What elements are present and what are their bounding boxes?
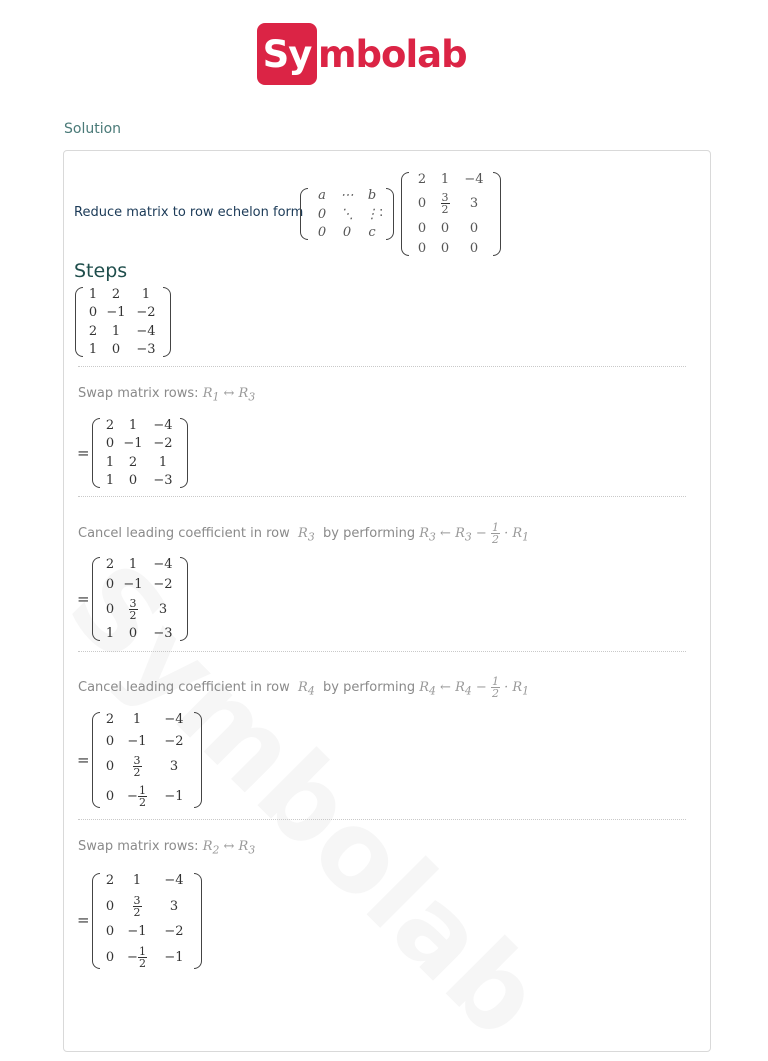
matrix-cell: 1 [88,341,98,357]
matrix-cell: 1 [128,557,138,572]
left-paren [92,712,100,808]
matrix-cell: 0 [342,225,352,240]
matrix-cell: 2 [88,323,98,339]
matrix-cell: 0 [105,924,115,940]
matrix-cell: 1 [158,454,168,470]
step-2-by: by performing [323,526,416,541]
step-divider [78,651,686,652]
matrix-cell: −4 [153,557,173,572]
matrix-cell: 1 [440,172,450,187]
matrix-cell: 1 [132,712,142,727]
steps-heading: Steps [74,260,128,282]
matrix-cell: −3 [153,472,173,488]
step-3-by: by performing [323,680,416,695]
left-paren [401,172,409,256]
right-paren [180,557,188,641]
matrix-cell: 2 [128,454,138,470]
matrix-cell: 3 [469,196,479,212]
matrix-cell: 0 [111,341,121,357]
matrix-cell: 0 [417,220,427,236]
matrix-cell: 0 [105,577,115,593]
matrix-cell: −1 [123,436,143,452]
matrix-cell: 0 [105,759,115,775]
matrix-cell: 1 [128,418,138,433]
logo-mark: Sy [257,23,317,85]
matrix-cell: −2 [164,924,184,940]
step-3-text: Cancel leading coefficient in row [78,680,290,695]
matrix-cell: −4 [164,873,184,888]
step-2-row: $R_3$ [293,526,315,544]
equals-sign: = [77,444,90,462]
matrix-cell: −1 [106,305,126,321]
logo-wordmark: mbolab [318,32,467,76]
initial-matrix [75,287,171,357]
matrix-cell: 2 [105,557,115,572]
matrix-cell: 0 [105,601,115,617]
equals-sign: = [77,590,90,608]
step-3-row: $R_4$ [293,680,315,698]
left-paren [300,188,308,240]
matrix-cell: −1 [127,733,147,749]
solution-heading: Solution [64,121,122,137]
matrix-cell: 0 [469,220,479,236]
step-2-text: Cancel leading coefficient in row [78,526,290,541]
problem-statement: Reduce matrix to row echelon form [74,205,304,220]
matrix-cell: 1 [105,454,115,470]
matrix-cell: −3 [136,341,156,357]
matrix-cell: −4 [164,712,184,727]
step-3-matrix [92,712,202,808]
matrix-cell: −2 [164,733,184,749]
result-matrix [401,172,501,256]
left-paren [92,418,100,488]
matrix-cell: 1 [141,287,151,302]
matrix-cell: 0 [417,240,427,256]
matrix-cell: 0 [469,240,479,256]
left-paren [92,557,100,641]
matrix-cell: ⋯ [340,188,354,203]
problem-colon: : [379,205,384,220]
matrix-cell: −2 [153,577,173,593]
matrix-cell: − $\frac{1}{2}$ [127,944,146,970]
matrix-cell: −3 [153,625,173,641]
matrix-cell: 0 [105,788,115,804]
matrix-cell: 0 [317,206,327,222]
matrix-cell: −4 [136,323,156,339]
step-4-op: $R_2$ ↔ $R_3$ [202,839,256,857]
equals-sign: = [77,911,90,929]
right-paren [194,712,202,808]
matrix-cell: $\frac{3}{2}$ [129,596,137,622]
matrix-cell: ⋱ [340,206,354,222]
matrix-cell: 1 [111,323,121,339]
step-3-op: $R_4$ ← $R_4$ − $\frac{1}{2}$ · $R_1$ [419,675,530,700]
matrix-cell: 1 [105,625,115,641]
step-4-description [78,839,255,857]
matrix-cell: 2 [105,873,115,888]
equals-sign: = [77,751,90,769]
matrix-cell: −4 [153,418,173,433]
step-2-op: $R_3$ ← $R_3$ − $\frac{1}{2}$ · $R_1$ [419,521,530,546]
matrix-cell: 0 [317,225,327,240]
matrix-cell: 0 [440,240,450,256]
step-4-text: Swap matrix rows: [78,839,199,854]
matrix-cell: 2 [111,287,121,302]
matrix-cell: 0 [88,305,98,321]
step-divider [78,366,686,367]
matrix-cell: −2 [136,305,156,321]
matrix-cell: 2 [105,712,115,727]
matrix-cell: $\frac{3}{2}$ [133,893,141,919]
step-divider [78,496,686,497]
right-paren [180,418,188,488]
matrix-cell: 3 [169,759,179,775]
matrix-cell: 0 [105,898,115,914]
matrix-cell: − $\frac{1}{2}$ [127,783,146,809]
matrix-cell: −1 [127,924,147,940]
matrix-cell: −1 [123,577,143,593]
step-3-description [78,676,529,699]
left-paren [75,287,83,357]
matrix-cell: −1 [164,788,184,804]
matrix-cell: 0 [417,196,427,212]
matrix-cell: 1 [132,873,142,888]
step-4-matrix [92,873,202,969]
matrix-cell: 1 [88,287,98,302]
step-divider [78,819,686,820]
matrix-cell: 2 [105,418,115,433]
matrix-cell: 0 [105,949,115,965]
right-paren [386,188,394,240]
matrix-cell: $\frac{3}{2}$ [441,191,449,217]
matrix-cell: 2 [417,172,427,187]
step-1-text: Swap matrix rows: [78,386,199,401]
step-1-description [78,386,255,404]
right-paren [194,873,202,969]
matrix-cell: 1 [105,472,115,488]
matrix-cell: b [367,188,377,203]
right-paren [163,287,171,357]
matrix-cell: c [368,225,376,240]
matrix-cell: a [318,188,326,203]
step-1-matrix [92,418,188,488]
step-1-op: $R_1$ ↔ $R_3$ [202,386,256,404]
matrix-cell: −1 [164,949,184,965]
matrix-cell: −4 [464,172,484,187]
matrix-cell: 0 [128,625,138,641]
left-paren [92,873,100,969]
step-2-description [78,522,529,545]
matrix-cell: 0 [105,436,115,452]
matrix-cell: ⋮ [365,206,379,222]
matrix-cell: −2 [153,436,173,452]
matrix-cell: 0 [440,220,450,236]
matrix-cell: 0 [128,472,138,488]
symbolab-logo[interactable] [257,23,467,85]
matrix-cell: 3 [169,898,179,914]
matrix-cell: $\frac{3}{2}$ [133,754,141,780]
matrix-cell: 0 [105,733,115,749]
matrix-cell: 3 [158,601,168,617]
step-2-matrix [92,557,188,641]
right-paren [493,172,501,256]
